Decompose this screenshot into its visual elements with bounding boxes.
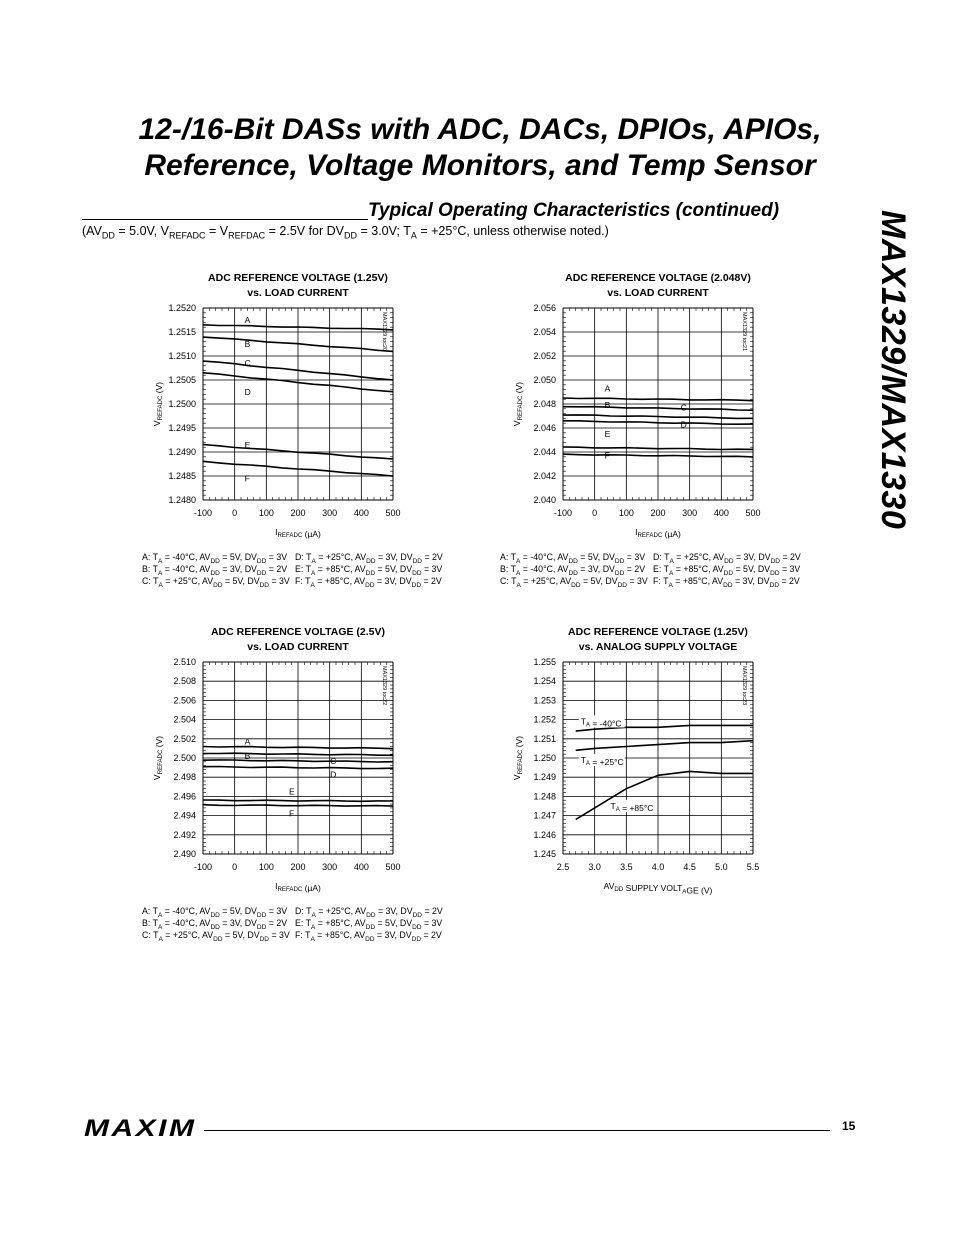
page-number: 15: [842, 1119, 856, 1133]
x-tick-label: 300: [322, 862, 338, 872]
chart-svg: [110, 622, 410, 897]
curve-label: C: [244, 358, 251, 369]
title-line-1: 12-/16-Bit DASs with ADC, DACs, DPIOs, APIOs,: [138, 113, 822, 146]
curve-label: D: [330, 769, 337, 780]
y-tick-label: 1.255: [533, 657, 556, 667]
y-tick-label: 1.250: [533, 753, 556, 763]
curve-label: C: [330, 755, 337, 766]
legend-entry: E: $T_A = +85^\circ C$, $AV_{DD} = 5V$, $DV_{DD} = 3V$: [295, 564, 443, 577]
chart-svg: [470, 268, 770, 543]
chart-title: ADC REFERENCE VOLTAGE (2.048V): [565, 272, 751, 284]
x-tick-label: 0: [592, 508, 598, 518]
y-tick-label: 2.498: [173, 772, 196, 783]
y-tick-label: 2.044: [533, 447, 556, 457]
curve-label: B: [604, 400, 611, 411]
curve-label: F: [289, 808, 295, 819]
x-tick-label: 200: [290, 508, 306, 518]
legend-entry: D: $T_A = +25^\circ C$, $AV_{DD} = 3V$, $DV_{DD} = 2V$: [653, 552, 801, 565]
y-axis-label: $V_{REFADC}$ (V): [152, 735, 165, 781]
legend-entry: E: $T_A = +85^\circ C$, $AV_{DD} = 5V$, $DV_{DD} = 3V$: [653, 564, 801, 577]
series-line-6: [203, 805, 393, 806]
x-tick-label: 5.0: [715, 862, 728, 872]
chart-subtitle: vs. ANALOG SUPPLY VOLTAGE: [578, 641, 738, 653]
curve-label: $T_A = +85^\circ C$: [610, 801, 654, 814]
figure-id-label: MAX1329 toc21: [741, 312, 747, 352]
y-tick-label: 2.502: [173, 733, 196, 744]
x-tick-label: 500: [745, 508, 761, 518]
series-line-2: [576, 741, 753, 751]
curve-label: F: [604, 450, 610, 461]
y-tick-label: 2.048: [533, 399, 556, 409]
legend-1: [142, 551, 452, 591]
legend-entry: D: $T_A = +25^\circ C$, $AV_{DD} = 3V$, $DV_{DD} = 2V$: [295, 552, 443, 565]
curve-label: B: [244, 339, 251, 349]
y-tick-label: 2.508: [173, 676, 196, 687]
section-rule: [82, 219, 368, 220]
x-tick-label: 500: [385, 862, 401, 872]
legend-entry: F: $T_A = +85^\circ C$, $AV_{DD} = 3V$, $DV_{DD} = 2V$: [295, 576, 442, 590]
x-tick-label: 4.5: [683, 862, 696, 872]
legend-entry: A: $T_A = -40^\circ C$, $AV_{DD} = 5V$, $DV_{DD} = 3V$: [142, 552, 288, 565]
x-axis-label: $I_{REFADC}$ (µA): [275, 881, 321, 894]
chart-title: ADC REFERENCE VOLTAGE (1.25V): [568, 626, 748, 638]
legend-2: [500, 551, 810, 591]
x-tick-label: 400: [713, 508, 729, 518]
chart-title: ADC REFERENCE VOLTAGE (2.5V): [210, 626, 386, 638]
y-tick-label: 1.2505: [168, 375, 196, 385]
section-title: Typical Operating Characteristics (continued): [368, 200, 780, 221]
y-tick-label: 1.248: [533, 791, 556, 802]
x-axis-label: $I_{REFADC}$ (µA): [275, 527, 321, 540]
x-tick-label: 400: [353, 508, 369, 518]
x-tick-label: 400: [353, 862, 369, 872]
y-tick-label: 1.253: [533, 695, 556, 706]
test-conditions: ($AV_{DD} = 5.0V$, $V_{REFADC} = V_{REFDAC} = 2.5V$ for $DV_{DD} = 3.0V$; $T_A = +25^\circ C$, unless otherwise noted.): [82, 224, 609, 241]
x-tick-label: 300: [682, 508, 698, 518]
y-tick-label: 1.246: [533, 829, 556, 840]
curve-label: E: [604, 429, 611, 439]
chart-svg: [110, 268, 410, 543]
curve-label: B: [244, 751, 251, 762]
chart-subtitle: vs. LOAD CURRENT: [247, 287, 349, 299]
y-axis-label: $V_{REFADC}$ (V): [512, 735, 525, 781]
part-number-side-label: [876, 210, 916, 540]
legend-3: [142, 905, 452, 945]
y-tick-label: 1.2515: [168, 327, 196, 337]
footer-rule: [204, 1130, 830, 1131]
x-axis-label: $I_{REFADC}$ (µA): [635, 527, 681, 540]
legend-entry: D: $T_A = +25^\circ C$, $AV_{DD} = 3V$, $DV_{DD} = 2V$: [295, 906, 443, 919]
legend-entry: C: $T_A = +25^\circ C$, $AV_{DD} = 5V$, $DV_{DD} = 3V$: [142, 930, 290, 944]
chart-2: [470, 268, 770, 543]
curve-label: $T_A = -40^\circ C$: [580, 716, 622, 729]
x-tick-label: 200: [650, 508, 666, 518]
chart-svg: [470, 622, 770, 897]
legend-entry: A: $T_A = -40^\circ C$, $AV_{DD} = 5V$, $DV_{DD} = 3V$: [142, 906, 288, 919]
y-tick-label: 1.2520: [168, 303, 196, 313]
x-tick-label: 200: [290, 862, 306, 872]
chart-subtitle: vs. LOAD CURRENT: [247, 641, 349, 653]
y-tick-label: 1.2495: [168, 423, 196, 433]
chart-subtitle: vs. LOAD CURRENT: [607, 287, 709, 299]
curve-label: D: [244, 387, 251, 397]
y-tick-label: 2.046: [533, 423, 556, 433]
curve-label: A: [244, 736, 251, 747]
curve-label: E: [289, 786, 295, 797]
page-title: [70, 112, 890, 184]
x-tick-label: 2.5: [556, 862, 570, 872]
y-axis-label: $V_{REFADC}$ (V): [512, 381, 525, 427]
x-tick-label: -100: [553, 508, 573, 518]
x-tick-label: 4.0: [651, 862, 665, 872]
x-tick-label: 0: [232, 508, 238, 518]
legend-entry: A: $T_A = -40^\circ C$, $AV_{DD} = 5V$, $DV_{DD} = 3V$: [500, 552, 646, 565]
y-tick-label: 1.252: [533, 714, 556, 725]
y-tick-label: 1.2485: [168, 471, 196, 481]
y-tick-label: 1.245: [533, 849, 556, 859]
curve-label: F: [244, 473, 250, 484]
y-tick-label: 2.510: [173, 657, 196, 667]
y-tick-label: 1.2500: [168, 399, 196, 409]
x-tick-label: 0: [232, 862, 238, 872]
x-axis-label: $AV_{DD}$ SUPPLY $VOLT_AGE$ (V): [603, 881, 713, 896]
y-tick-label: 2.054: [533, 327, 556, 337]
y-tick-label: 1.2510: [168, 351, 196, 361]
curve-label: D: [680, 419, 687, 430]
legend-entry: C: $T_A = +25^\circ C$, $AV_{DD} = 5V$, $DV_{DD} = 3V$: [142, 576, 290, 590]
x-tick-label: 300: [322, 508, 338, 518]
maxim-logo: MAXIM: [84, 1115, 197, 1142]
y-tick-label: 1.2480: [168, 495, 196, 505]
x-tick-label: 3.0: [588, 862, 601, 872]
x-tick-label: 3.5: [620, 862, 633, 872]
legend-entry: F: $T_A = +85^\circ C$, $AV_{DD} = 3V$, $DV_{DD} = 2V$: [295, 930, 442, 944]
y-tick-label: 2.052: [533, 351, 556, 361]
y-tick-label: 2.492: [173, 829, 196, 840]
legend-entry: E: $T_A = +85^\circ C$, $AV_{DD} = 5V$, $DV_{DD} = 3V$: [295, 918, 443, 931]
chart-4: [470, 622, 770, 897]
y-tick-label: 1.2490: [168, 447, 196, 457]
figure-id-label: MAX1329 toc22: [381, 666, 387, 706]
figure-id-label: MAX1329 toc23: [741, 666, 747, 706]
series-line-3: [576, 771, 753, 819]
legend-entry: C: $T_A = +25^\circ C$, $AV_{DD} = 5V$, $DV_{DD} = 3V$: [500, 576, 648, 590]
y-tick-label: 1.254: [533, 676, 556, 687]
side-label-text: MAX1329/MAX1330: [874, 210, 912, 530]
y-tick-label: 2.050: [533, 375, 556, 385]
curve-label: E: [244, 439, 251, 450]
curve-label: C: [680, 402, 687, 413]
y-tick-label: 2.506: [173, 695, 196, 706]
legend-entry: B: $T_A = -40^\circ C$, $AV_{DD} = 3V$, $DV_{DD} = 2V$: [142, 564, 288, 577]
x-tick-label: 5.5: [746, 862, 760, 872]
y-tick-label: 1.247: [533, 810, 556, 821]
y-tick-label: 1.251: [533, 733, 556, 744]
x-tick-label: 100: [258, 862, 274, 872]
curve-label: A: [244, 315, 251, 325]
legend-entry: F: $T_A = +85^\circ C$, $AV_{DD} = 3V$, $DV_{DD} = 2V$: [653, 576, 800, 590]
y-tick-label: 2.040: [533, 495, 556, 505]
legend-entry: B: $T_A = -40^\circ C$, $AV_{DD} = 3V$, $DV_{DD} = 2V$: [500, 564, 646, 577]
y-tick-label: 2.490: [173, 849, 196, 859]
y-tick-label: 2.056: [533, 303, 556, 313]
y-tick-label: 2.496: [173, 791, 196, 802]
x-tick-label: 100: [618, 508, 634, 518]
y-tick-label: 2.494: [173, 810, 196, 821]
x-tick-label: 500: [385, 508, 401, 518]
y-tick-label: 2.042: [533, 471, 556, 481]
curve-label: A: [604, 383, 611, 394]
y-tick-label: 1.249: [533, 772, 556, 783]
x-tick-label: -100: [193, 508, 213, 518]
x-tick-label: -100: [193, 862, 213, 872]
chart-1: [110, 268, 410, 543]
chart-3: [110, 622, 410, 897]
curve-label: $T_A = +25^\circ C$: [580, 754, 624, 768]
y-tick-label: 2.504: [173, 714, 196, 725]
y-tick-label: 2.500: [173, 753, 196, 763]
title-line-2: Reference, Voltage Monitors, and Temp Sensor: [144, 149, 816, 182]
figure-id-label: MAX1329 toc20: [381, 312, 387, 352]
legend-entry: B: $T_A = -40^\circ C$, $AV_{DD} = 3V$, $DV_{DD} = 2V$: [142, 918, 288, 931]
x-tick-label: 100: [258, 508, 274, 518]
y-axis-label: $V_{REFADC}$ (V): [152, 381, 165, 427]
chart-title: ADC REFERENCE VOLTAGE (1.25V): [208, 272, 388, 284]
